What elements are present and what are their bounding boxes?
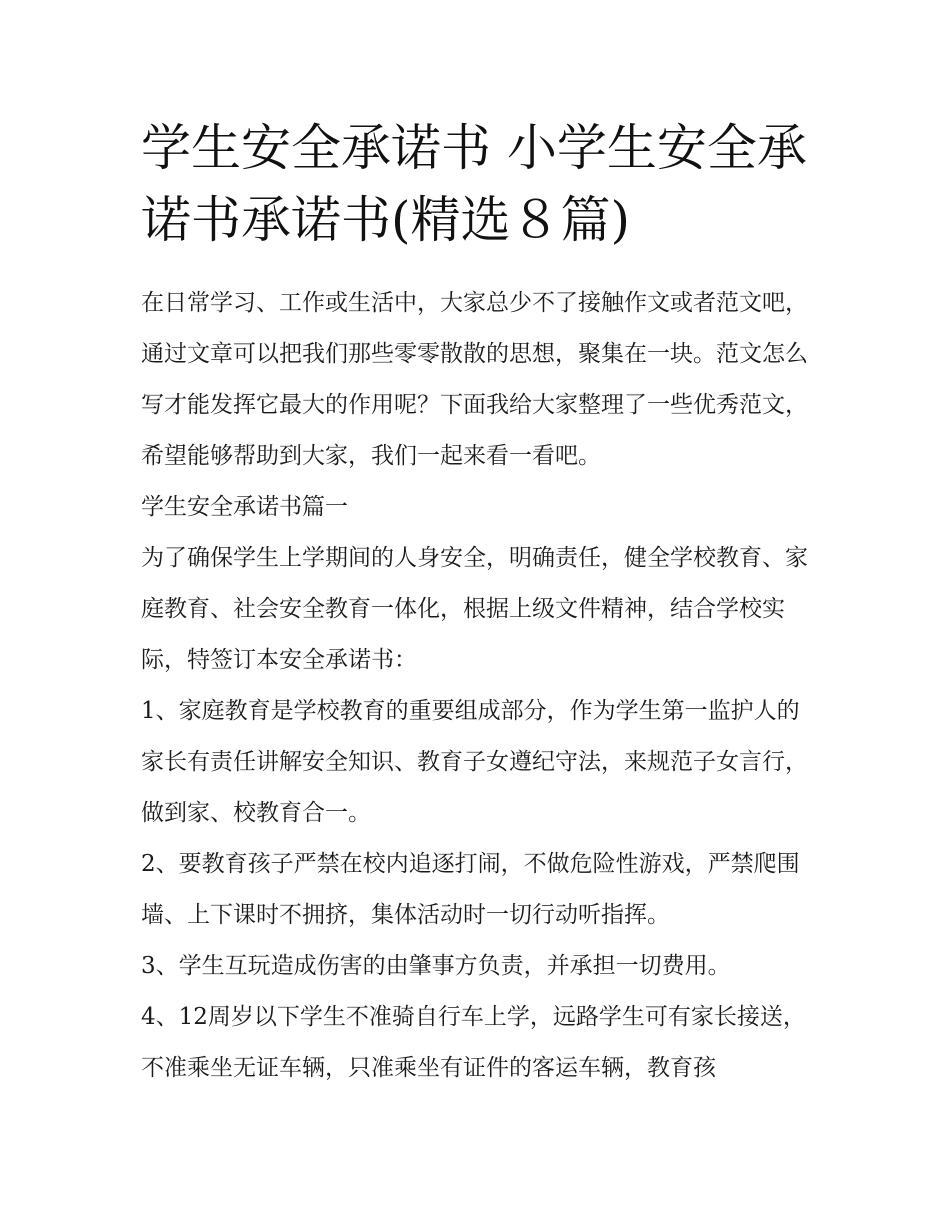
clause-3: 3、学生互玩造成伤害的由肇事方负责，并承担一切费用。 xyxy=(141,953,731,979)
paragraph-intro: 在日常学习、工作或生活中，大家总少不了接触作文或者范文吧，通过文章可以把我们那些零零散散的思想，聚集在一块。范文怎么写才能发挥它最大的作用呢？下面我给大家整理了一些优秀范文，希望能够帮助到大家，我们一起来看一看吧。 xyxy=(141,290,808,469)
document-body xyxy=(141,278,821,1094)
clause-1: 1、家庭教育是学校教育的重要组成部分，作为学生第一监护人的家长有责任讲解安全知识、教育子女遵纪守法，来规范子女言行，做到家、校教育合一。 xyxy=(141,698,808,826)
document-title: 学生安全承诺书 小学生安全承诺书承诺书(精选８篇) xyxy=(141,119,807,249)
section-heading: 学生安全承诺书篇一 xyxy=(141,494,348,520)
clause-4: 4、12周岁以下学生不准骑自行车上学，远路学生可有家长接送，不准乘坐无证车辆，只准乘坐有证件的客运车辆，教育孩 xyxy=(141,1004,806,1081)
paragraph-purpose: 为了确保学生上学期间的人身安全，明确责任，健全学校教育、家庭教育、社会安全教育一体化，根据上级文件精神，结合学校实际，特签订本安全承诺书： xyxy=(141,545,808,673)
clause-2: 2、要教育孩子严禁在校内追逐打闹，不做危险性游戏，严禁爬围墙、上下课时不拥挤，集体活动时一切行动听指挥。 xyxy=(141,851,800,928)
